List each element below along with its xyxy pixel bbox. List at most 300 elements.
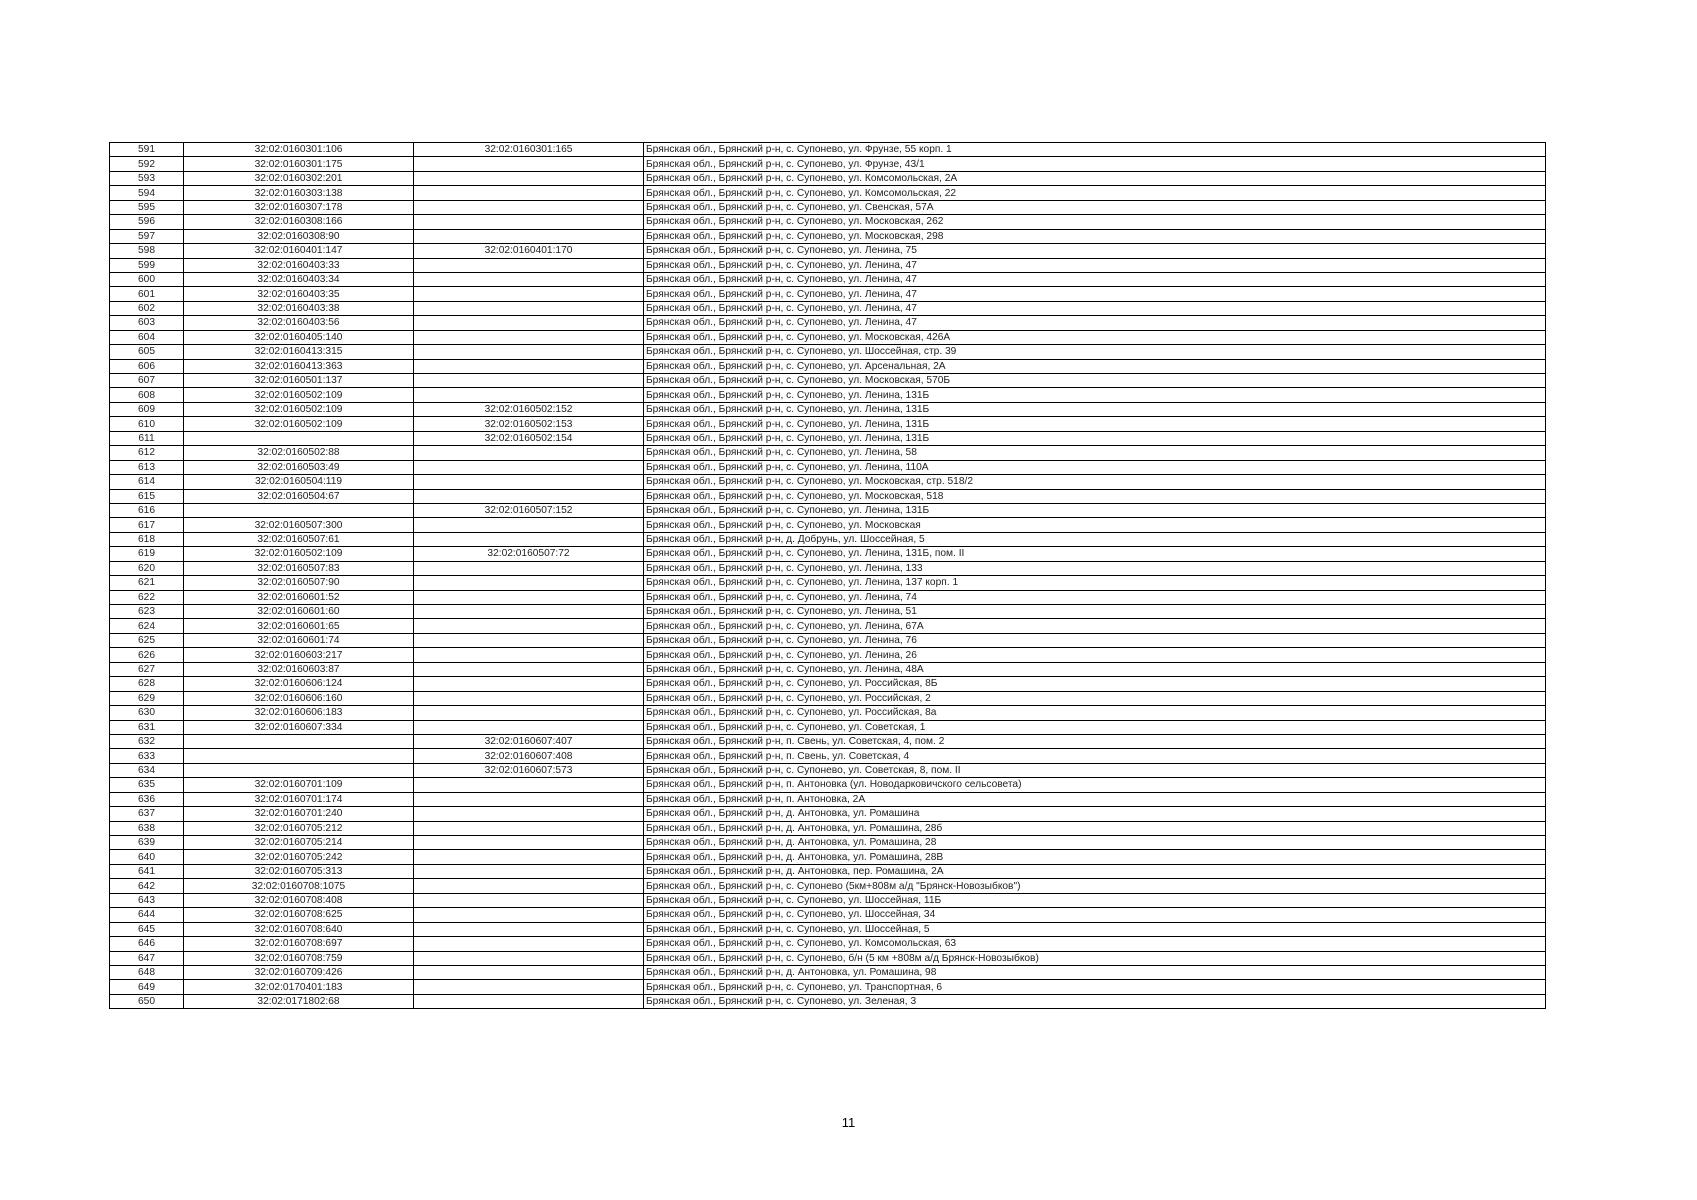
table-row <box>110 908 1546 922</box>
table-row <box>110 778 1546 792</box>
cadastral-number-cell: 32:02:0160413:363 <box>184 359 414 373</box>
cadastral-number-cell: 32:02:0160709:426 <box>184 965 414 979</box>
cadastral-number-cell: 32:02:0160708:408 <box>184 893 414 907</box>
related-cadastral-number-cell <box>414 200 644 214</box>
table-row <box>110 749 1546 763</box>
related-cadastral-number-cell <box>414 605 644 619</box>
address-cell: Брянская обл., Брянский р-н, с. Супонево, ул. Ленина, 47 <box>644 258 1546 272</box>
cadastral-number-cell: 32:02:0160504:119 <box>184 475 414 489</box>
related-cadastral-number-cell: 32:02:0160301:165 <box>414 143 644 157</box>
table-row <box>110 171 1546 185</box>
cadastral-number-cell: 32:02:0160708:625 <box>184 908 414 922</box>
row-number-cell: 640 <box>110 850 184 864</box>
table-row <box>110 244 1546 258</box>
address-cell: Брянская обл., Брянский р-н, с. Супонево, ул. Ленина, 131Б <box>644 402 1546 416</box>
related-cadastral-number-cell <box>414 879 644 893</box>
table-row <box>110 864 1546 878</box>
table-row <box>110 792 1546 806</box>
cadastral-number-cell: 32:02:0160708:697 <box>184 937 414 951</box>
cadastral-number-cell: 32:02:0160502:109 <box>184 402 414 416</box>
related-cadastral-number-cell <box>414 821 644 835</box>
row-number-cell: 630 <box>110 706 184 720</box>
related-cadastral-number-cell <box>414 258 644 272</box>
table-body <box>110 143 1546 1009</box>
table-row <box>110 706 1546 720</box>
related-cadastral-number-cell <box>414 662 644 676</box>
related-cadastral-number-cell <box>414 215 644 229</box>
address-cell: Брянская обл., Брянский р-н, с. Супонево, ул. Московская, 298 <box>644 229 1546 243</box>
row-number-cell: 642 <box>110 879 184 893</box>
cadastral-number-cell: 32:02:0160502:109 <box>184 547 414 561</box>
related-cadastral-number-cell: 32:02:0160401:170 <box>414 244 644 258</box>
table-row <box>110 143 1546 157</box>
address-cell: Брянская обл., Брянский р-н, с. Супонево, ул. Российская, 2 <box>644 691 1546 705</box>
address-cell: Брянская обл., Брянский р-н, с. Супонево, ул. Фрунзе, 55 корп. 1 <box>644 143 1546 157</box>
related-cadastral-number-cell <box>414 489 644 503</box>
cadastral-number-cell: 32:02:0160504:67 <box>184 489 414 503</box>
cadastral-number-cell: 32:02:0160606:183 <box>184 706 414 720</box>
related-cadastral-number-cell: 32:02:0160502:154 <box>414 431 644 445</box>
address-cell: Брянская обл., Брянский р-н, с. Супонево, ул. Ленина, 131Б <box>644 431 1546 445</box>
row-number-cell: 591 <box>110 143 184 157</box>
row-number-cell: 636 <box>110 792 184 806</box>
cadastral-number-cell: 32:02:0160705:212 <box>184 821 414 835</box>
row-number-cell: 609 <box>110 402 184 416</box>
table-row <box>110 388 1546 402</box>
cadastral-number-cell: 32:02:0160413:315 <box>184 345 414 359</box>
table-row <box>110 374 1546 388</box>
table-row <box>110 402 1546 416</box>
address-cell: Брянская обл., Брянский р-н, с. Супонево, ул. Комсомольская, 2А <box>644 171 1546 185</box>
row-number-cell: 637 <box>110 807 184 821</box>
address-cell: Брянская обл., Брянский р-н, д. Антоновка, ул. Ромашина, 28В <box>644 850 1546 864</box>
related-cadastral-number-cell <box>414 330 644 344</box>
table-row <box>110 431 1546 445</box>
related-cadastral-number-cell <box>414 388 644 402</box>
address-cell: Брянская обл., Брянский р-н, с. Супонево, ул. Московская, 518 <box>644 489 1546 503</box>
address-cell: Брянская обл., Брянский р-н, с. Супонево, ул. Советская, 1 <box>644 720 1546 734</box>
address-cell: Брянская обл., Брянский р-н, с. Супонево, ул. Ленина, 26 <box>644 648 1546 662</box>
related-cadastral-number-cell <box>414 186 644 200</box>
address-cell: Брянская обл., Брянский р-н, с. Супонево, ул. Ленина, 48А <box>644 662 1546 676</box>
row-number-cell: 629 <box>110 691 184 705</box>
cadastral-number-cell: 32:02:0160701:109 <box>184 778 414 792</box>
row-number-cell: 614 <box>110 475 184 489</box>
table-row <box>110 547 1546 561</box>
table-row <box>110 850 1546 864</box>
row-number-cell: 620 <box>110 561 184 575</box>
address-cell: Брянская обл., Брянский р-н, с. Супонево, ул. Ленина, 131Б <box>644 417 1546 431</box>
cadastral-number-cell: 32:02:0160403:35 <box>184 287 414 301</box>
address-cell: Брянская обл., Брянский р-н, с. Супонево, б/н (5 км +808м а/д Брянск-Новозыбков) <box>644 951 1546 965</box>
address-cell: Брянская обл., Брянский р-н, д. Антоновка, ул. Ромашина, 28 <box>644 836 1546 850</box>
related-cadastral-number-cell <box>414 836 644 850</box>
cadastral-number-cell: 32:02:0160502:109 <box>184 417 414 431</box>
row-number-cell: 605 <box>110 345 184 359</box>
row-number-cell: 618 <box>110 532 184 546</box>
cadastral-number-cell: 32:02:0160603:87 <box>184 662 414 676</box>
table-row <box>110 330 1546 344</box>
cadastral-number-cell: 32:02:0170401:183 <box>184 980 414 994</box>
row-number-cell: 593 <box>110 171 184 185</box>
address-cell: Брянская обл., Брянский р-н, с. Супонево, ул. Ленина, 131Б <box>644 503 1546 517</box>
address-cell: Брянская обл., Брянский р-н, д. Антоновка, ул. Ромашина, 98 <box>644 965 1546 979</box>
table-row <box>110 951 1546 965</box>
table-row <box>110 200 1546 214</box>
cadastral-number-cell: 32:02:0160307:178 <box>184 200 414 214</box>
row-number-cell: 639 <box>110 836 184 850</box>
table-row <box>110 922 1546 936</box>
table-row <box>110 763 1546 777</box>
cadastral-number-cell: 32:02:0160301:175 <box>184 157 414 171</box>
address-cell: Брянская обл., Брянский р-н, с. Супонево, ул. Шоссейная, 34 <box>644 908 1546 922</box>
table-row <box>110 359 1546 373</box>
row-number-cell: 594 <box>110 186 184 200</box>
address-cell: Брянская обл., Брянский р-н, с. Супонево, ул. Ленина, 47 <box>644 272 1546 286</box>
row-number-cell: 597 <box>110 229 184 243</box>
address-cell: Брянская обл., Брянский р-н, с. Супонево, ул. Ленина, 131Б, пом. II <box>644 547 1546 561</box>
related-cadastral-number-cell <box>414 345 644 359</box>
row-number-cell: 610 <box>110 417 184 431</box>
cadastral-number-cell: 32:02:0160701:174 <box>184 792 414 806</box>
related-cadastral-number-cell <box>414 157 644 171</box>
cadastral-number-cell: 32:02:0171802:68 <box>184 994 414 1008</box>
cadastral-number-cell: 32:02:0160507:300 <box>184 518 414 532</box>
row-number-cell: 645 <box>110 922 184 936</box>
table-row <box>110 532 1546 546</box>
row-number-cell: 607 <box>110 374 184 388</box>
table-row <box>110 287 1546 301</box>
address-cell: Брянская обл., Брянский р-н, с. Супонево, ул. Московская, стр. 518/2 <box>644 475 1546 489</box>
row-number-cell: 625 <box>110 633 184 647</box>
row-number-cell: 606 <box>110 359 184 373</box>
cadastral-number-cell: 32:02:0160403:56 <box>184 316 414 330</box>
address-cell: Брянская обл., Брянский р-н, с. Супонево, ул. Ленина, 133 <box>644 561 1546 575</box>
table-row <box>110 518 1546 532</box>
related-cadastral-number-cell <box>414 475 644 489</box>
cadastral-number-cell: 32:02:0160503:49 <box>184 460 414 474</box>
table-row <box>110 879 1546 893</box>
address-cell: Брянская обл., Брянский р-н, д. Добрунь, ул. Шоссейная, 5 <box>644 532 1546 546</box>
address-cell: Брянская обл., Брянский р-н, с. Супонево, ул. Ленина, 67А <box>644 619 1546 633</box>
table-row <box>110 446 1546 460</box>
cadastral-number-cell: 32:02:0160403:34 <box>184 272 414 286</box>
related-cadastral-number-cell <box>414 691 644 705</box>
table-row <box>110 301 1546 315</box>
table-row <box>110 965 1546 979</box>
table-row <box>110 272 1546 286</box>
table-row <box>110 980 1546 994</box>
address-cell: Брянская обл., Брянский р-н, с. Супонево, ул. Шоссейная, 11Б <box>644 893 1546 907</box>
related-cadastral-number-cell: 32:02:0160502:153 <box>414 417 644 431</box>
address-cell: Брянская обл., Брянский р-н, с. Супонево, ул. Московская, 570Б <box>644 374 1546 388</box>
cadastral-number-cell: 32:02:0160705:214 <box>184 836 414 850</box>
table-row <box>110 937 1546 951</box>
table-row <box>110 417 1546 431</box>
cadastral-number-cell: 32:02:0160507:83 <box>184 561 414 575</box>
related-cadastral-number-cell <box>414 951 644 965</box>
page-number: 11 <box>841 1115 856 1130</box>
row-number-cell: 649 <box>110 980 184 994</box>
address-cell: Брянская обл., Брянский р-н, с. Супонево, ул. Ленина, 110А <box>644 460 1546 474</box>
row-number-cell: 615 <box>110 489 184 503</box>
table-row <box>110 215 1546 229</box>
cadastral-number-cell: 32:02:0160507:90 <box>184 576 414 590</box>
address-cell: Брянская обл., Брянский р-н, д. Антоновка, пер. Ромашина, 2А <box>644 864 1546 878</box>
address-cell: Брянская обл., Брянский р-н, с. Супонево, ул. Транспортная, 6 <box>644 980 1546 994</box>
cadastral-number-cell: 32:02:0160606:160 <box>184 691 414 705</box>
row-number-cell: 602 <box>110 301 184 315</box>
cadastral-number-cell: 32:02:0160601:52 <box>184 590 414 604</box>
related-cadastral-number-cell <box>414 893 644 907</box>
cadastral-number-cell <box>184 763 414 777</box>
row-number-cell: 646 <box>110 937 184 951</box>
table-row <box>110 677 1546 691</box>
address-cell: Брянская обл., Брянский р-н, д. Антоновка, ул. Ромашина <box>644 807 1546 821</box>
cadastral-number-cell: 32:02:0160308:166 <box>184 215 414 229</box>
related-cadastral-number-cell: 32:02:0160607:573 <box>414 763 644 777</box>
row-number-cell: 600 <box>110 272 184 286</box>
table-row <box>110 345 1546 359</box>
row-number-cell: 617 <box>110 518 184 532</box>
address-cell: Брянская обл., Брянский р-н, с. Супонево, ул. Арсенальная, 2А <box>644 359 1546 373</box>
row-number-cell: 622 <box>110 590 184 604</box>
table-row <box>110 229 1546 243</box>
cadastral-number-cell: 32:02:0160708:1075 <box>184 879 414 893</box>
cadastral-number-cell: 32:02:0160705:242 <box>184 850 414 864</box>
row-number-cell: 611 <box>110 431 184 445</box>
row-number-cell: 624 <box>110 619 184 633</box>
row-number-cell: 632 <box>110 734 184 748</box>
cadastral-number-cell: 32:02:0160606:124 <box>184 677 414 691</box>
table-row <box>110 836 1546 850</box>
row-number-cell: 598 <box>110 244 184 258</box>
related-cadastral-number-cell <box>414 807 644 821</box>
related-cadastral-number-cell <box>414 171 644 185</box>
related-cadastral-number-cell <box>414 980 644 994</box>
row-number-cell: 596 <box>110 215 184 229</box>
address-cell: Брянская обл., Брянский р-н, с. Супонево, ул. Ленина, 75 <box>644 244 1546 258</box>
table-row <box>110 475 1546 489</box>
address-cell: Брянская обл., Брянский р-н, с. Супонево, ул. Шоссейная, стр. 39 <box>644 345 1546 359</box>
address-cell: Брянская обл., Брянский р-н, с. Супонево, ул. Ленина, 51 <box>644 605 1546 619</box>
related-cadastral-number-cell <box>414 619 644 633</box>
table-row <box>110 893 1546 907</box>
cadastral-number-cell: 32:02:0160308:90 <box>184 229 414 243</box>
address-cell: Брянская обл., Брянский р-н, с. Супонево, ул. Ленина, 74 <box>644 590 1546 604</box>
address-cell: Брянская обл., Брянский р-н, с. Супонево, ул. Российская, 8а <box>644 706 1546 720</box>
row-number-cell: 595 <box>110 200 184 214</box>
table-row <box>110 633 1546 647</box>
row-number-cell: 623 <box>110 605 184 619</box>
related-cadastral-number-cell <box>414 720 644 734</box>
row-number-cell: 644 <box>110 908 184 922</box>
address-cell: Брянская обл., Брянский р-н, с. Супонево, ул. Фрунзе, 43/1 <box>644 157 1546 171</box>
table-row <box>110 605 1546 619</box>
address-cell: Брянская обл., Брянский р-н, с. Супонево, ул. Ленина, 137 корп. 1 <box>644 576 1546 590</box>
row-number-cell: 641 <box>110 864 184 878</box>
row-number-cell: 627 <box>110 662 184 676</box>
table-row <box>110 590 1546 604</box>
cadastral-number-cell: 32:02:0160708:640 <box>184 922 414 936</box>
row-number-cell: 621 <box>110 576 184 590</box>
related-cadastral-number-cell: 32:02:0160607:408 <box>414 749 644 763</box>
cadastral-number-cell: 32:02:0160405:140 <box>184 330 414 344</box>
cadastral-number-cell: 32:02:0160601:74 <box>184 633 414 647</box>
related-cadastral-number-cell: 32:02:0160502:152 <box>414 402 644 416</box>
address-cell: Брянская обл., Брянский р-н, с. Супонево, ул. Ленина, 47 <box>644 287 1546 301</box>
cadastral-number-cell: 32:02:0160303:138 <box>184 186 414 200</box>
row-number-cell: 648 <box>110 965 184 979</box>
related-cadastral-number-cell: 32:02:0160607:407 <box>414 734 644 748</box>
table-row <box>110 157 1546 171</box>
address-cell: Брянская обл., Брянский р-н, п. Свень, ул. Советская, 4 <box>644 749 1546 763</box>
row-number-cell: 619 <box>110 547 184 561</box>
table-row <box>110 503 1546 517</box>
cadastral-number-cell: 32:02:0160507:61 <box>184 532 414 546</box>
related-cadastral-number-cell <box>414 446 644 460</box>
row-number-cell: 647 <box>110 951 184 965</box>
related-cadastral-number-cell <box>414 272 644 286</box>
row-number-cell: 599 <box>110 258 184 272</box>
row-number-cell: 608 <box>110 388 184 402</box>
table-row <box>110 460 1546 474</box>
address-cell: Брянская обл., Брянский р-н, с. Супонево, ул. Ленина, 76 <box>644 633 1546 647</box>
cadastral-number-cell: 32:02:0160403:33 <box>184 258 414 272</box>
related-cadastral-number-cell <box>414 864 644 878</box>
related-cadastral-number-cell: 32:02:0160507:72 <box>414 547 644 561</box>
row-number-cell: 635 <box>110 778 184 792</box>
related-cadastral-number-cell <box>414 778 644 792</box>
address-cell: Брянская обл., Брянский р-н, п. Антоновка, 2А <box>644 792 1546 806</box>
table-row <box>110 561 1546 575</box>
address-cell: Брянская обл., Брянский р-н, с. Супонево, ул. Московская, 426А <box>644 330 1546 344</box>
cadastral-number-cell: 32:02:0160603:217 <box>184 648 414 662</box>
related-cadastral-number-cell <box>414 518 644 532</box>
row-number-cell: 612 <box>110 446 184 460</box>
address-cell: Брянская обл., Брянский р-н, п. Свень, ул. Советская, 4, пом. 2 <box>644 734 1546 748</box>
cadastral-number-cell: 32:02:0160601:60 <box>184 605 414 619</box>
address-cell: Брянская обл., Брянский р-н, д. Антоновка, ул. Ромашина, 28б <box>644 821 1546 835</box>
row-number-cell: 631 <box>110 720 184 734</box>
table-row <box>110 576 1546 590</box>
cadastral-number-cell: 32:02:0160502:109 <box>184 388 414 402</box>
cadastral-number-cell: 32:02:0160701:240 <box>184 807 414 821</box>
related-cadastral-number-cell <box>414 287 644 301</box>
cadastral-number-cell: 32:02:0160401:147 <box>184 244 414 258</box>
related-cadastral-number-cell <box>414 994 644 1008</box>
address-cell: Брянская обл., Брянский р-н, с. Супонево, ул. Ленина, 131Б <box>644 388 1546 402</box>
related-cadastral-number-cell <box>414 792 644 806</box>
address-cell: Брянская обл., Брянский р-н, с. Супонево, ул. Свенская, 57А <box>644 200 1546 214</box>
address-cell: Брянская обл., Брянский р-н, с. Супонево, ул. Комсомольская, 22 <box>644 186 1546 200</box>
related-cadastral-number-cell <box>414 316 644 330</box>
table-row <box>110 734 1546 748</box>
address-cell: Брянская обл., Брянский р-н, с. Супонево, ул. Ленина, 47 <box>644 301 1546 315</box>
address-cell: Брянская обл., Брянский р-н, с. Супонево, ул. Зеленая, 3 <box>644 994 1546 1008</box>
cadastral-number-cell <box>184 431 414 445</box>
table-row <box>110 821 1546 835</box>
property-table <box>109 142 1546 1009</box>
related-cadastral-number-cell <box>414 576 644 590</box>
cadastral-number-cell <box>184 503 414 517</box>
table-row <box>110 662 1546 676</box>
related-cadastral-number-cell <box>414 229 644 243</box>
address-cell: Брянская обл., Брянский р-н, с. Супонево, ул. Советская, 8, пом. II <box>644 763 1546 777</box>
table-row <box>110 316 1546 330</box>
row-number-cell: 592 <box>110 157 184 171</box>
table-row <box>110 807 1546 821</box>
cadastral-number-cell: 32:02:0160607:334 <box>184 720 414 734</box>
related-cadastral-number-cell <box>414 374 644 388</box>
table-row <box>110 489 1546 503</box>
related-cadastral-number-cell <box>414 633 644 647</box>
cadastral-number-cell: 32:02:0160502:88 <box>184 446 414 460</box>
table-row <box>110 648 1546 662</box>
table-row <box>110 186 1546 200</box>
row-number-cell: 650 <box>110 994 184 1008</box>
row-number-cell: 628 <box>110 677 184 691</box>
related-cadastral-number-cell <box>414 460 644 474</box>
related-cadastral-number-cell <box>414 850 644 864</box>
related-cadastral-number-cell <box>414 965 644 979</box>
table-row <box>110 258 1546 272</box>
row-number-cell: 604 <box>110 330 184 344</box>
related-cadastral-number-cell <box>414 359 644 373</box>
address-cell: Брянская обл., Брянский р-н, с. Супонево, ул. Московская, 262 <box>644 215 1546 229</box>
address-cell: Брянская обл., Брянский р-н, п. Антоновка (ул. Новодарковичского сельсовета) <box>644 778 1546 792</box>
related-cadastral-number-cell <box>414 677 644 691</box>
cadastral-number-cell: 32:02:0160501:137 <box>184 374 414 388</box>
address-cell: Брянская обл., Брянский р-н, с. Супонево (5км+808м а/д "Брянск-Новозыбков") <box>644 879 1546 893</box>
cadastral-number-cell: 32:02:0160708:759 <box>184 951 414 965</box>
related-cadastral-number-cell <box>414 706 644 720</box>
row-number-cell: 634 <box>110 763 184 777</box>
row-number-cell: 633 <box>110 749 184 763</box>
row-number-cell: 638 <box>110 821 184 835</box>
related-cadastral-number-cell <box>414 937 644 951</box>
related-cadastral-number-cell: 32:02:0160507:152 <box>414 503 644 517</box>
related-cadastral-number-cell <box>414 648 644 662</box>
row-number-cell: 603 <box>110 316 184 330</box>
row-number-cell: 613 <box>110 460 184 474</box>
cadastral-number-cell: 32:02:0160705:313 <box>184 864 414 878</box>
table-row <box>110 619 1546 633</box>
cadastral-number-cell: 32:02:0160302:201 <box>184 171 414 185</box>
cadastral-number-cell: 32:02:0160301:106 <box>184 143 414 157</box>
row-number-cell: 616 <box>110 503 184 517</box>
related-cadastral-number-cell <box>414 301 644 315</box>
related-cadastral-number-cell <box>414 922 644 936</box>
cadastral-number-cell: 32:02:0160601:65 <box>184 619 414 633</box>
row-number-cell: 643 <box>110 893 184 907</box>
table-row <box>110 691 1546 705</box>
related-cadastral-number-cell <box>414 561 644 575</box>
row-number-cell: 626 <box>110 648 184 662</box>
address-cell: Брянская обл., Брянский р-н, с. Супонево, ул. Ленина, 47 <box>644 316 1546 330</box>
cadastral-number-cell <box>184 734 414 748</box>
address-cell: Брянская обл., Брянский р-н, с. Супонево, ул. Шоссейная, 5 <box>644 922 1546 936</box>
table-row <box>110 720 1546 734</box>
address-cell: Брянская обл., Брянский р-н, с. Супонево, ул. Ленина, 58 <box>644 446 1546 460</box>
address-cell: Брянская обл., Брянский р-н, с. Супонево, ул. Российская, 8Б <box>644 677 1546 691</box>
table-row <box>110 994 1546 1008</box>
related-cadastral-number-cell <box>414 908 644 922</box>
cadastral-number-cell <box>184 749 414 763</box>
cadastral-number-cell: 32:02:0160403:38 <box>184 301 414 315</box>
address-cell: Брянская обл., Брянский р-н, с. Супонево, ул. Московская <box>644 518 1546 532</box>
related-cadastral-number-cell <box>414 590 644 604</box>
